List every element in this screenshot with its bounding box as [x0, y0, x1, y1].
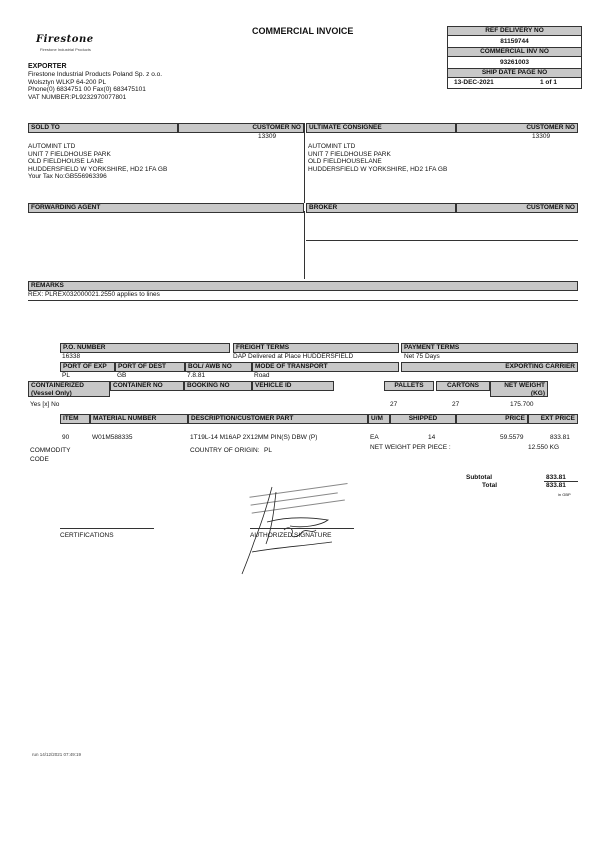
- port-of-exp: PL: [62, 372, 70, 379]
- subtotal-label: Subtotal: [466, 474, 492, 481]
- broker-header: BROKER: [306, 203, 456, 213]
- ultimate-customer-no: 13309: [532, 133, 551, 140]
- ultimate-line: AUTOMINT LTD: [308, 143, 356, 150]
- exporter-line: Firestone Industrial Products Poland Sp. z o.o.: [28, 71, 163, 78]
- port-of-exp-header: PORT OF EXP: [60, 362, 115, 372]
- commodity-label: COMMODITY: [30, 447, 71, 454]
- delivery-no: 81159744: [500, 38, 529, 45]
- vehicle-id-header: VEHICLE ID: [252, 381, 334, 391]
- ultimate-address: [308, 143, 447, 173]
- page-title: COMMERCIAL INVOICE: [252, 26, 354, 36]
- subtotal-value: 833.81: [546, 474, 566, 481]
- material-number: W01M588335: [92, 434, 133, 441]
- port-of-dest-header: PORT OF DEST: [115, 362, 185, 372]
- containerized-header: CONTAINERIZED (Vessel Only): [28, 381, 110, 397]
- bol-number: 7.8.81: [187, 372, 206, 379]
- ship-date-header: SHIP DATE PAGE NO: [448, 68, 581, 78]
- containerized-value: Yes [x] No: [30, 401, 60, 408]
- delivery-no-header: REF DELIVERY NO: [448, 27, 581, 36]
- sold-to-header: SOLD TO: [28, 123, 178, 133]
- uom-header: U/M: [368, 414, 390, 424]
- footer-timestamp: run 14/12/2021 07:49:19: [32, 752, 82, 757]
- item-number: 90: [62, 434, 70, 441]
- column-divider: [304, 211, 305, 279]
- ultimate-customer-no-header: CUSTOMER NO: [456, 123, 578, 133]
- currency-note: in GBP: [558, 492, 571, 497]
- remarks-text: REX: PLREX032000021.2550 applies to lines: [28, 291, 160, 298]
- cartons-header: CARTONS: [436, 381, 490, 391]
- mode-of-transport: Road: [254, 372, 270, 379]
- exporter-address: [28, 71, 162, 101]
- broker-divider: [306, 240, 578, 241]
- sold-to-line: Your Tax No:GB556963396: [28, 173, 107, 181]
- item-header: ITEM: [60, 414, 90, 424]
- shipped-header: SHIPPED: [390, 414, 456, 424]
- payment-terms-header: PAYMENT TERMS: [401, 343, 578, 353]
- container-no-header: CONTAINER NO: [110, 381, 184, 391]
- freight-terms: DAP Delivered at Place HUDDERSFIELD: [233, 353, 354, 360]
- broker-customer-no-header: CUSTOMER NO: [456, 203, 578, 213]
- ext-price-header: EXT PRICE: [528, 414, 578, 424]
- ultimate-line: HUDDERSFIELD W YORKSHIRE, HD2 1FA GB: [308, 165, 448, 173]
- price-header: PRICE: [456, 414, 528, 424]
- net-weight-per-piece: 12.550 KG: [528, 444, 560, 451]
- ultimate-line: OLD FIELDHOUSELANE: [308, 158, 382, 166]
- exporter-line: Phone(0) 6834751 00 Fax(0) 683475101: [28, 86, 146, 94]
- forwarding-agent-header: FORWARDING AGENT: [28, 203, 304, 213]
- mode-of-transport-header: MODE OF TRANSPORT: [252, 362, 399, 372]
- sold-to-line: HUDDERSFIELD W YORKSHIRE, HD2 1FA GB: [28, 165, 168, 173]
- column-divider: [304, 123, 305, 203]
- cartons-value: 27: [452, 401, 460, 408]
- invoice-no-header: COMMERCIAL INV NO: [448, 47, 581, 57]
- invoice-no: 93261003: [500, 59, 529, 66]
- item-price: 59.5579: [500, 434, 524, 441]
- sold-to-customer-no-header: CUSTOMER NO: [178, 123, 304, 133]
- item-uom: EA: [370, 434, 379, 441]
- ship-date: 13-DEC-2021: [454, 79, 494, 86]
- freight-terms-header: FREIGHT TERMS: [233, 343, 399, 353]
- brand-tagline: Firestone Industrial Products: [40, 47, 91, 52]
- certifications-label: CERTIFICATIONS: [60, 532, 114, 539]
- item-shipped: 14: [428, 434, 436, 441]
- signature-line: [250, 528, 354, 529]
- po-number: 16338: [62, 353, 81, 360]
- page-number: 1 of 1: [540, 79, 557, 86]
- total-label: Total: [482, 482, 498, 489]
- payment-terms: Net 75 Days: [404, 353, 440, 360]
- net-weight-value: 175.700: [510, 401, 534, 408]
- remarks-header: REMARKS: [28, 281, 578, 291]
- reference-box: [447, 26, 582, 89]
- exporter-line: VAT NUMBER:PL9232970077801: [28, 93, 127, 101]
- item-description: 1T19L-14 M16AP 2X12MM PIN(S) DBW (P): [190, 434, 318, 441]
- signature-icon: [232, 482, 352, 577]
- booking-no-header: BOOKING NO: [184, 381, 252, 391]
- item-ext-price: 833.81: [550, 434, 570, 441]
- exporting-carrier-header: EXPORTING CARRIER: [401, 362, 578, 372]
- total-value: 833.81: [546, 482, 566, 489]
- country-of-origin-label: COUNTRY OF ORIGIN:: [190, 447, 260, 454]
- code-label: CODE: [30, 456, 49, 463]
- net-weight-header: NET WEIGHT (KG): [490, 381, 548, 397]
- brand-logo: Firestone: [36, 34, 94, 45]
- sold-to-line: OLD FIELDHOUSE LANE: [28, 158, 104, 166]
- country-of-origin: PL: [264, 447, 272, 454]
- sold-to-line: UNIT 7 FIELDHOUSE PARK: [28, 150, 111, 158]
- port-of-dest: GB: [117, 372, 127, 379]
- sold-to-customer-no: 13309: [258, 133, 277, 140]
- ultimate-consignee-header: ULTIMATE CONSIGNEE: [306, 123, 456, 133]
- pallets-header: PALLETS: [384, 381, 434, 391]
- material-header: MATERIAL NUMBER: [90, 414, 188, 424]
- exporter-label: EXPORTER: [28, 63, 67, 70]
- certifications-line: [60, 528, 154, 529]
- sold-to-line: AUTOMINT LTD: [28, 143, 76, 150]
- pallets-value: 27: [390, 401, 398, 408]
- exporter-line: Wolsztyn WLKP 64-200 PL: [28, 78, 107, 86]
- description-header: DESCRIPTION/CUSTOMER PART: [188, 414, 368, 424]
- sold-to-address: [28, 143, 167, 181]
- po-number-header: P.O. NUMBER: [60, 343, 230, 353]
- ultimate-line: UNIT 7 FIELDHOUSE PARK: [308, 150, 391, 158]
- table-row: [60, 434, 580, 443]
- remarks-divider: [28, 300, 578, 301]
- bol-header: BOL/ AWB NO: [185, 362, 252, 372]
- authorized-signature-label: AUTHORIZED SIGNATURE: [250, 532, 332, 539]
- net-weight-per-piece-label: NET WEIGHT PER PIECE :: [370, 444, 451, 451]
